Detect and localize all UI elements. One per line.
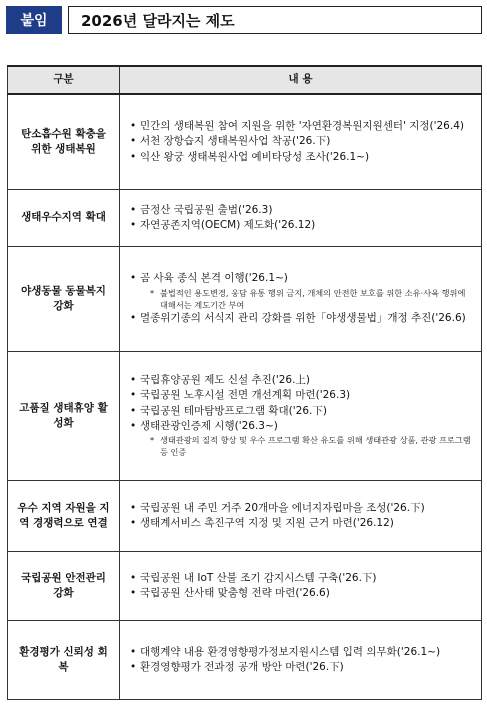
row-content bbox=[120, 481, 482, 552]
row-category: 국립공원 안전관리 강화 bbox=[8, 552, 120, 621]
item-text: 서천 장항습지 생태복원사업 착공('26.下) bbox=[140, 135, 331, 148]
item-list bbox=[130, 119, 475, 165]
row-category: 고품질 생태휴양 활성화 bbox=[8, 352, 120, 481]
item-text: 생태관광인증제 시행('26.3~) bbox=[140, 419, 278, 432]
item-text: 멸종위기종의 서식지 관리 강화를 위한「야생생물법」개정 추진('26.6) bbox=[140, 312, 466, 325]
list-item bbox=[130, 501, 475, 516]
note-text: 불법적인 용도변경, 웅담 유통 행위 금지, 개체의 안전한 보호를 위한 소유·사육 행위에 대해서는 계도기간 부여 bbox=[160, 287, 466, 310]
item-text: 곰 사육 종식 본격 이행('26.1~) bbox=[140, 272, 288, 285]
item-text: 자연공존지역(OECM) 제도화('26.12) bbox=[140, 219, 316, 231]
row-content bbox=[120, 94, 482, 190]
document-title: 2026년 달라지는 제도 bbox=[68, 6, 482, 34]
item-note bbox=[140, 434, 475, 459]
column-header-category: 구분 bbox=[8, 66, 120, 94]
row-category: 우수 지역 자원을 지역 경쟁력으로 연결 bbox=[8, 481, 120, 552]
list-item bbox=[130, 388, 475, 403]
row-content bbox=[120, 352, 482, 481]
row-category: 생태우수지역 확대 bbox=[8, 190, 120, 247]
item-text: 국립공원 노후시설 전면 개선계획 마련('26.3) bbox=[140, 389, 351, 402]
appendix-tag: 붙임 bbox=[6, 6, 62, 34]
item-text: 국립공원 내 주민 거주 20개마을 에너지자립마을 조성('26.下) bbox=[140, 501, 425, 514]
list-item bbox=[130, 218, 475, 233]
row-content bbox=[120, 621, 482, 700]
item-list bbox=[130, 571, 475, 601]
note-asterisk: * bbox=[150, 435, 155, 446]
item-text: 국립공원 산사태 맞춤형 전략 마련('26.6) bbox=[140, 587, 330, 599]
item-text: 환경영향평가 전과정 공개 방안 마련('26.下) bbox=[140, 661, 344, 673]
item-list bbox=[130, 203, 475, 233]
note-text: 생태관광의 질적 향상 및 우수 프로그램 확산 유도를 위해 생태관광 상품, 관광 프로그램 등 인증 bbox=[160, 435, 471, 458]
table-header-row bbox=[8, 66, 482, 94]
item-text: 민간의 생태복원 참여 지원을 위한 '자연환경복원지원센터' 지정('26.4) bbox=[140, 120, 464, 133]
list-item bbox=[130, 119, 475, 134]
table-row bbox=[8, 247, 482, 352]
item-text: 대행계약 내용 환경영향평가정보지원시스템 입력 의무화('26.1~) bbox=[140, 645, 441, 658]
item-list bbox=[130, 373, 475, 458]
item-text: 금정산 국립공원 출범('26.3) bbox=[140, 203, 273, 216]
list-item bbox=[130, 404, 475, 419]
list-item bbox=[130, 645, 475, 660]
row-content bbox=[120, 190, 482, 247]
list-item bbox=[130, 271, 475, 311]
item-text: 익산 왕궁 생태복원사업 예비타당성 조사('26.1~) bbox=[140, 150, 370, 163]
table-row bbox=[8, 621, 482, 700]
note-asterisk: * bbox=[150, 287, 155, 298]
table-row bbox=[8, 552, 482, 621]
item-text: 생태계서비스 촉진구역 지정 및 지원 근거 마련('26.12) bbox=[140, 517, 394, 529]
item-list bbox=[130, 645, 475, 675]
column-header-content: 내 용 bbox=[120, 66, 482, 94]
row-category: 야생동물 동물복지 강화 bbox=[8, 247, 120, 352]
list-item bbox=[130, 571, 475, 586]
list-item bbox=[130, 373, 475, 388]
item-text: 국립공원 내 IoT 산불 조기 감지시스템 구축('26.下) bbox=[140, 571, 377, 584]
list-item bbox=[130, 134, 475, 149]
policy-table bbox=[7, 65, 482, 700]
list-item bbox=[130, 203, 475, 218]
row-content bbox=[120, 247, 482, 352]
row-content bbox=[120, 552, 482, 621]
item-list bbox=[130, 271, 475, 326]
list-item bbox=[130, 586, 475, 601]
list-item bbox=[130, 516, 475, 531]
item-list bbox=[130, 501, 475, 531]
table-row bbox=[8, 481, 482, 552]
item-text: 국립휴양공원 제도 신설 추진('26.上) bbox=[140, 374, 311, 387]
table-row bbox=[8, 352, 482, 481]
table-row bbox=[8, 94, 482, 190]
list-item bbox=[130, 660, 475, 675]
table-row bbox=[8, 190, 482, 247]
item-text: 국립공원 테마탐방프로그램 확대('26.下) bbox=[140, 404, 327, 417]
list-item bbox=[130, 419, 475, 459]
list-item bbox=[130, 311, 475, 326]
list-item bbox=[130, 150, 475, 165]
row-category: 탄소흡수원 확충을 위한 생태복원 bbox=[8, 94, 120, 190]
document-header bbox=[6, 6, 482, 34]
item-note bbox=[140, 287, 475, 312]
row-category: 환경평가 신뢰성 회복 bbox=[8, 621, 120, 700]
